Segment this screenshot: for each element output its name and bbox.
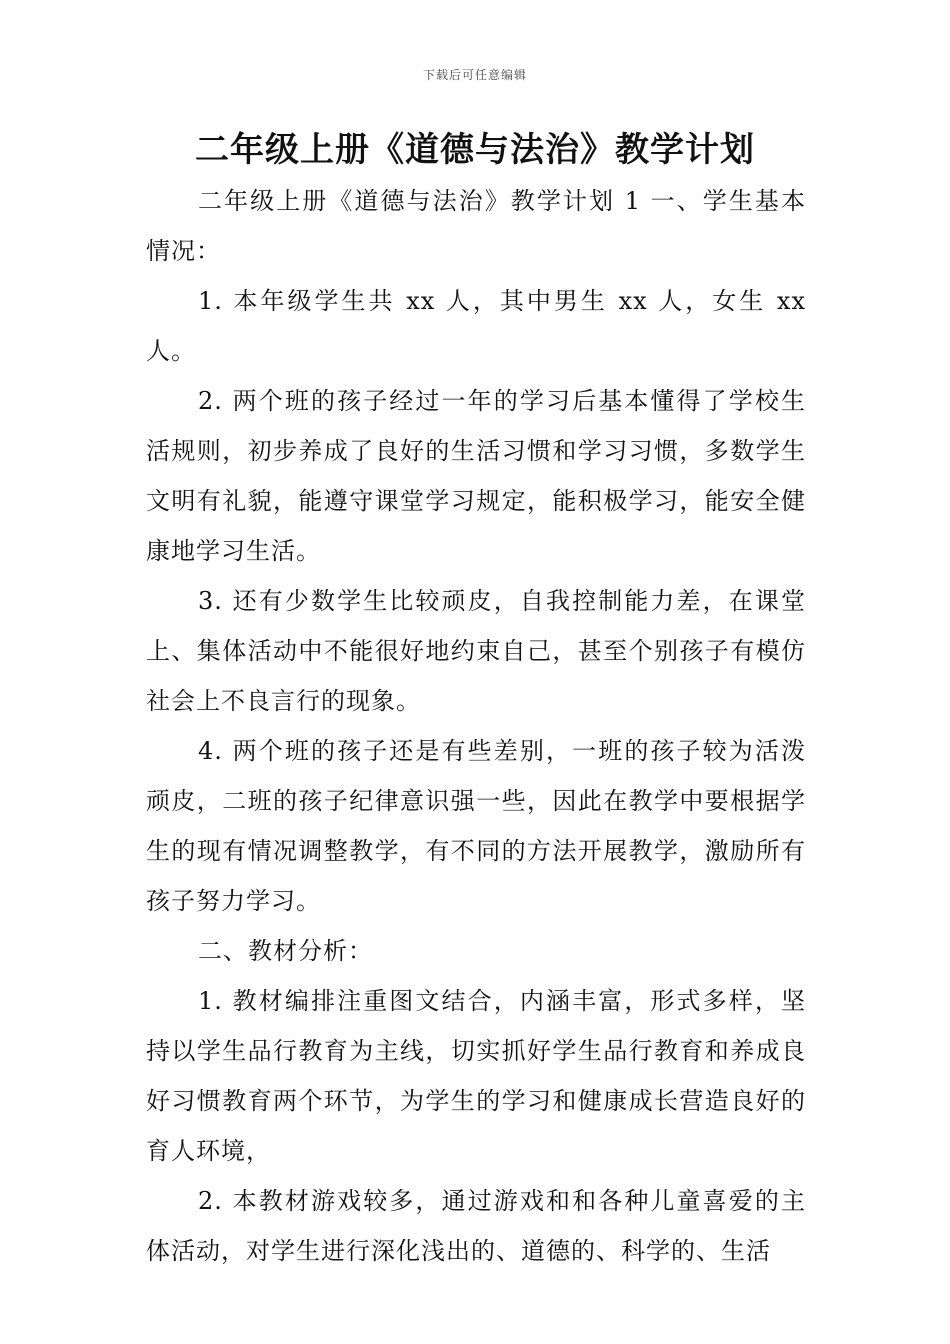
paragraph-1: 1. 本年级学生共 xx 人，其中男生 xx 人，女生 xx 人。 xyxy=(146,287,806,365)
paragraph-textbook-2: 2. 本教材游戏较多，通过游戏和和各种儿童喜爱的主体活动，对学生进行深化浅出的、道德的、科学的、生活 xyxy=(146,1187,806,1265)
paragraph-3: 3. 还有少数学生比较顽皮，自我控制能力差，在课堂上、集体活动中不能很好地约束自己，甚至个别孩子有模仿社会上不良言行的现象。 xyxy=(146,587,806,715)
paragraph-intro: 二年级上册《道德与法治》教学计划 1 一、学生基本情况： xyxy=(146,187,806,265)
section-heading-textbook-analysis: 二、教材分析： xyxy=(198,937,373,965)
header-note: 下载后可任意编辑 xyxy=(422,68,527,82)
paragraph-2: 2. 两个班的孩子经过一年的学习后基本懂得了学校生活规则，初步养成了良好的生活习惯和学习习惯，多数学生文明有礼貌，能遵守课堂学习规定，能积极学习，能安全健康地学习生活。 xyxy=(146,387,806,565)
document-body xyxy=(146,176,806,1276)
paragraph-4: 4. 两个班的孩子还是有些差别，一班的孩子较为活泼顽皮，二班的孩子纪律意识强一些，因此在教学中要根据学生的现有情况调整教学，有不同的方法开展教学，激励所有孩子努力学习。 xyxy=(146,737,806,915)
paragraph-textbook-1: 1. 教材编排注重图文结合，内涵丰富，形式多样，坚持以学生品行教育为主线，切实抓好学生品行教育和养成良好习惯教育两个环节，为学生的学习和健康成长营造良好的育人环境， xyxy=(146,987,806,1165)
document-title: 二年级上册《道德与法治》教学计划 xyxy=(195,130,755,170)
